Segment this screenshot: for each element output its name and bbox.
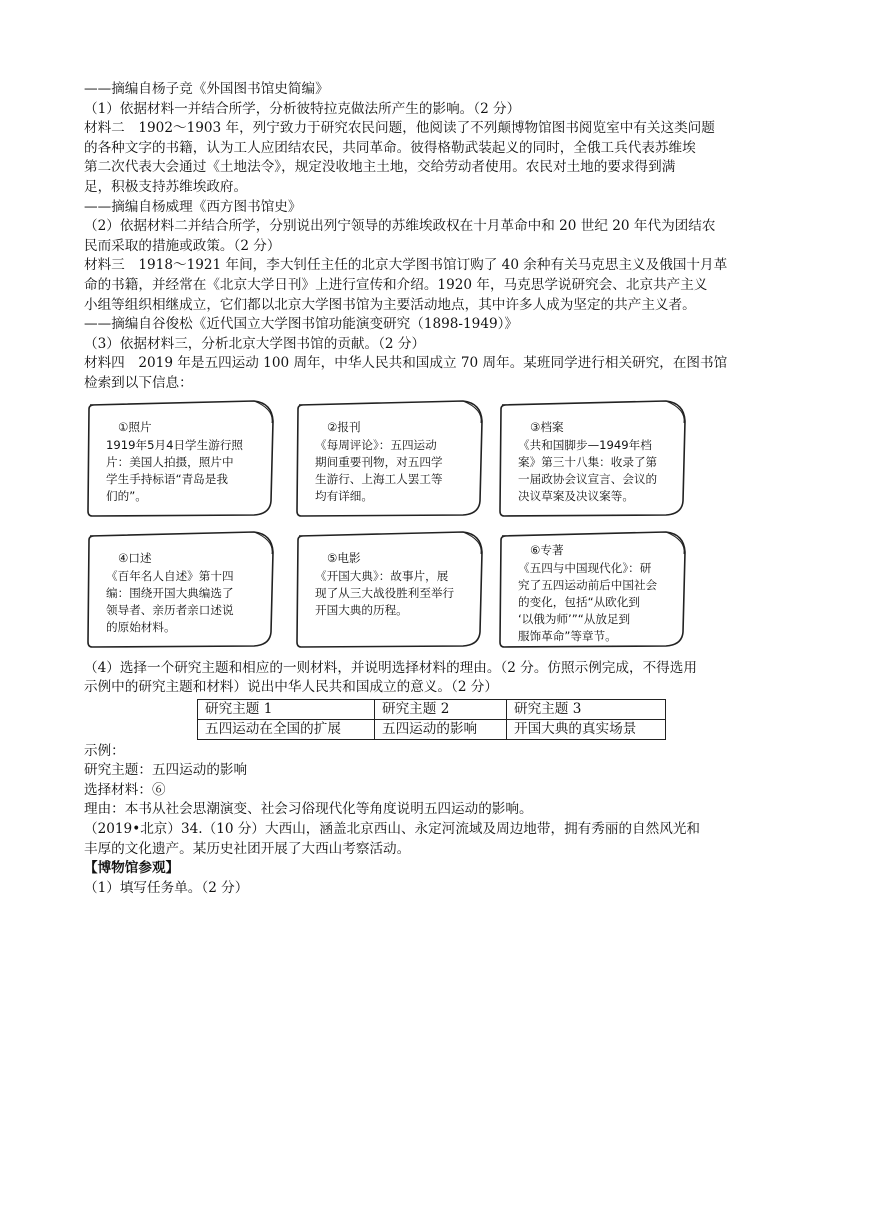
material-2-line: 的各种文字的书籍，认为工人应团结农民，共同革命。彼得格勒武装起义的同时，全俄工兵代表苏维埃 [84,139,696,156]
card-line: 案》第三十八集：收录了第 [518,454,658,469]
card-line: 究了五四运动前后中国社会 [518,577,658,592]
card-line: 《五四与中国现代化》：研 [518,560,652,575]
card-line: 《每周评论》：五四运动 [315,437,437,452]
card-line: ‘以俄为师’”“从放足到 [518,611,631,626]
material-2-line: 第二次代表大会通过《土地法令》，规定没收地主土地，交给劳动者使用。农民对土地的要求得到满 [84,159,676,176]
table-header-cell: 研究主题 3 [507,699,666,719]
material-3-line: 小组等组织相继成立，它们都以北京大学图书馆为主要活动地点，其中许多人成为坚定的共产主义者。 [84,296,696,313]
card-title: ④口述 [118,550,152,565]
section-heading: 【博物馆参观】 [84,860,180,877]
table-row [198,719,666,739]
question-2: 民而采取的措施或政策。（2 分） [84,237,281,254]
question-1: （1）依据材料一并结合所学，分析彼特拉克做法所产生的影响。（2 分） [84,100,521,117]
card-title: ③档案 [530,419,564,434]
material-2-line: 足，积极支持苏维埃政府。 [84,178,248,195]
card-line: 《共和国脚步—1949年档 [518,437,652,452]
card-newspaper [295,399,483,517]
card-line: 的原始材料。 [106,619,176,634]
material-3-line: 材料三 1918～1921 年间，李大钊任主任的北京大学图书馆订购了 40 余种有关马克思主义及俄国十月革 [84,257,728,274]
material-4-line: 检索到以下信息： [84,374,193,391]
example-reason: 理由：本书从社会思潮演变、社会习俗现代化等角度说明五四运动的影响。 [84,801,533,818]
card-line: 均有详细。 [315,488,373,503]
table-cell: 开国大典的真实场景 [507,719,666,739]
source-citation: ——摘编自杨子竞《外国图书馆史简编》 [84,81,329,97]
question-4: （4）选择一个研究主题和相应的一则材料，并说明选择材料的理由。（2 分。仿照示例完成，不得选用 [84,659,697,676]
card-line: 领导者、亲历者亲口述说 [106,602,234,617]
material-3-line: 命的书籍，并经常在《北京大学日刊》上进行宣传和介绍。1920 年，马克思学说研究会、北京共产主义 [84,276,708,293]
material-4-line: 材料四 2019 年是五四运动 100 周年，中华人民共和国成立 70 周年。某班同学进行相关研究，在图书馆 [84,355,728,372]
example-material: 选择材料：⑥ [84,781,166,798]
question-34: 丰厚的文化遗产。某历史社团开展了大西山考察活动。 [84,840,411,857]
card-line: 服饰革命”等章节。 [518,628,617,643]
card-line: 《开国大典》：故事片，展 [315,568,449,583]
task-1: （1）填写任务单。（2 分） [84,879,249,896]
card-line: 决议草案及决议案等。 [518,488,634,503]
card-line: 现了从三大战役胜利至举行 [315,585,455,600]
question-3: （3）依据材料三，分析北京大学图书馆的贡献。（2 分） [84,335,426,352]
example-topic: 研究主题：五四运动的影响 [84,762,248,779]
source-citation: ——摘编自杨威理《西方图书馆史》 [84,198,302,215]
card-monograph [498,530,686,648]
card-oral-history [86,530,274,648]
example-label: 示例： [84,742,125,759]
card-title: ⑥专著 [530,542,564,557]
table-cell: 五四运动在全国的扩展 [198,719,375,739]
research-topic-table [197,699,666,740]
card-line: 1919年5月4日学生游行照 [106,437,244,452]
card-line: 生游行、上海工人罢工等 [315,471,443,486]
card-line: 《百年名人自述》第十四 [106,568,234,583]
card-title: ①照片 [118,419,152,434]
card-line: 的变化，包括“从欧化到 [518,594,640,609]
document-page [84,80,784,898]
table-row [198,699,666,719]
source-citation: ——摘编自谷俊松《近代国立大学图书馆功能演变研究（1898-1949）》 [84,316,519,333]
card-line: 期间重要刊物，对五四学 [315,454,443,469]
card-photo [86,399,274,517]
question-34: （2019•北京）34.（10 分）大西山，涵盖北京西山、永定河流域及周边地带，拥有秀丽的自然风光和 [84,821,701,838]
card-line: 编：围绕开国大典编选了 [106,585,234,600]
card-line: 们的”。 [106,488,147,503]
card-film [295,530,483,648]
table-header-cell: 研究主题 2 [375,699,507,719]
question-2: （2）依据材料二并结合所学，分别说出列宁领导的苏维埃政权在十月革命中和 20 世纪 20 年代为团结农 [84,218,716,235]
table-header-cell: 研究主题 1 [198,699,375,719]
question-4: 示例中的研究主题和材料）说出中华人民共和国成立的意义。（2 分） [84,679,498,696]
material-cards [86,399,696,657]
card-title: ⑤电影 [327,550,361,565]
card-title: ②报刊 [327,419,361,434]
table-cell: 五四运动的影响 [375,719,507,739]
material-2-line: 材料二 1902～1903 年，列宁致力于研究农民问题，他阅读了不列颠博物馆图书阅览室中有关这类问题 [84,120,715,137]
card-archive [498,399,686,517]
card-line: 片：美国人拍摄，照片中 [106,454,234,469]
card-line: 学生手持标语“青岛是我 [106,471,228,486]
card-line: 开国大典的历程。 [315,602,408,617]
card-line: 一届政协会议宣言、会议的 [518,471,658,486]
